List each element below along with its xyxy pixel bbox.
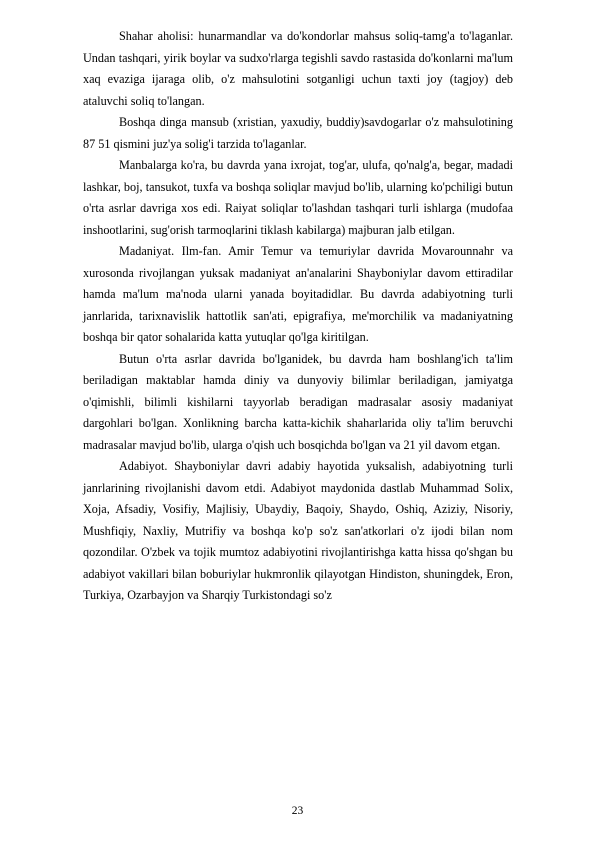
paragraph-jizya-tax: Boshqa dinga mansub (xristian, yaxudiy, buddiy)savdogarlar o'z mahsulotining 87 51 qismini juz'ya solig'i tarzida to'laganlar. bbox=[83, 115, 513, 151]
paragraph-madrasas: Butun o'rta asrlar davrida bo'lganidek, bu davrda ham boshlang'ich ta'lim beriladigan maktablar hamda diniy va dunyoviy bilimlar beriladigan, jamiyatga o'qimishli, bilimli kishilarni tayyorlab beradigan madrasalar asosiy madaniyat dargohlari bo'lgan. Xonlikning barcha katta-kichik shaharlarida oliy ta'lim beruvchi madrasalar mavjud bo'lib, ularga o'qish uch bosqichda bo'lgan va 21 yil davom etgan. bbox=[83, 351, 513, 452]
document-page bbox=[83, 26, 513, 607]
paragraph-other-taxes: Manbalarga ko'ra, bu davrda yana ixrojat, tog'ar, ulufa, qo'nalg'a, begar, madadi lashkar, boj, tansukot, tuxfa va boshqa soliqlar mavjud bo'lib, ularning ko'pchiligi butun o'rta asrlar davriga xos edi. Raiyat soliqlar to'lashdan tashqari turli ishlarga (mudofaa inshootlarini, sug'orish tarmoqlarini tiklash kabilarga) majburan jalb etilgan. bbox=[83, 158, 513, 237]
page-number: 23 bbox=[291, 805, 304, 817]
paragraph-culture-science: Madaniyat. Ilm-fan. Amir Temur va temuriylar davrida Movarounnahr va xurosonda rivojlangan yuksak madaniyat an'analarini Shayboniylar davom ettiradilar hamda ma'lum ma'noda ularni yanada boyitadidlar. Bu davrda adabiyotning turli janrlarida, tarixnavislik hattotlik san'ati, epigrafiya, me'morchilik va madaniyatning boshqa bir qator sohalarida katta yutuqlar qo'lga kiritilgan. bbox=[83, 244, 513, 344]
paragraph-literature: Adabiyot. Shayboniylar davri adabiy hayotida yuksalish, adabiyotning turli janrlarining rivojlanishi davom etdi. Adabiyot maydonida dastlab Muhammad Solix, Xoja, Afsadiy, Vosifiy, Majlisiy, Ubaydiy, Baqoiy, Shaydo, Oshiq, Aziziy, Nisoriy, Mushfiqiy, Naxliy, Mutrifiy va boshqa ko'p so'z san'atkorlari o'z ijodi bilan nom qozondilar. O'zbek va tojik mumtoz adabiyotini rivojlantirishga katta hissa qo'shgan bu adabiyot vakillari bilan boburiylar hukmronlik qilayotgan Hindiston, shuningdek, Eron, Turkiya, Ozarbayjon va Sharqiy Turkistondagi so'z bbox=[83, 459, 513, 602]
paragraph-taxes-artisans: Shahar aholisi: hunarmandlar va do'kondorlar mahsus soliq-tamg'a to'laganlar. Undan tashqari, yirik boylar va sudxo'rlarga tegishli savdo rastasida do'konlarni ma'lum xaq evaziga ijaraga olib, o'z mahsulotini sotganligi uchun taxti joy (tagjoy) deb ataluvchi soliq to'langan. bbox=[83, 29, 513, 108]
